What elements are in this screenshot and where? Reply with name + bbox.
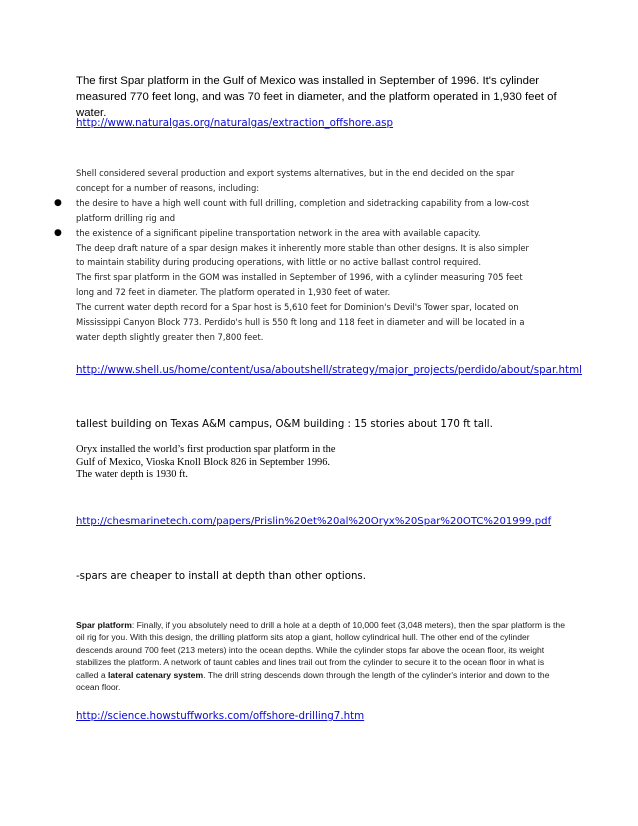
bullet-text: the existence of a significant pipeline transportation network in the area with available capacity. (76, 227, 481, 238)
chesmarine-link-row (76, 515, 566, 529)
intro-paragraph: The first Spar platform in the Gulf of Mexico was installed in September of 1996. It's cylinder measured 770 feet long, and was 70 feet in diameter, and the platform operated in 1,930 feet of water. (76, 75, 557, 119)
naturalgas-link[interactable]: http://www.naturalgas.org/naturalgas/extraction_offshore.asp (76, 117, 394, 129)
howstuffworks-link-row (76, 709, 566, 723)
oryx-paragraph (76, 444, 376, 482)
oryx-line: Oryx installed the world’s first production spar platform in the (76, 444, 336, 455)
spar-platform-term: Spar platform (76, 620, 132, 630)
shell-intro-line: concept for a number of reasons, including: (76, 182, 260, 193)
spar-platform-paragraph (76, 619, 568, 693)
bullet-text-continued: platform drilling rig and (76, 212, 176, 223)
bullet-text: the desire to have a high well count with full drilling, completion and sidetracking capability from a low-cost (76, 197, 530, 208)
shell-body-line: Mississippi Canyon Block 773. Perdido's hull is 550 ft long and 118 feet in diameter and will be located in a (76, 317, 525, 328)
shell-body-line: to maintain stability during producing operations, with little or no active ballast control required. (76, 257, 482, 268)
oryx-line: Gulf of Mexico, Vioska Knoll Block 826 in September 1996. (76, 456, 331, 468)
spars-note: -spars are cheaper to install at depth than other options. (76, 571, 366, 582)
shell-body-line: The deep draft nature of a spar design makes it inherently more stable than other designs. It is also simpler (76, 242, 530, 253)
bullet-icon: ● (54, 197, 62, 208)
shell-body-line: water depth slightly greater then 7,800 feet. (76, 331, 264, 342)
shell-body-line: long and 72 feet in diameter. The platform operated in 1,930 feet of water. (76, 287, 391, 298)
howstuffworks-link[interactable]: http://science.howstuffworks.com/offshore-drilling7.htm (76, 710, 365, 722)
chesmarine-link[interactable]: http://chesmarinetech.com/papers/Prislin%20et%20al%20Oryx%20Spar%20OTC%201999.pdf (76, 516, 552, 527)
spar-platform-text-end: . The drill string descends down through the length of the cylinder's interior and down to the ocean floor. (76, 669, 550, 693)
shell-link[interactable]: http://www.shell.us/home/content/usa/aboutshell/strategy/major_projects/perdido/about/spar.html (76, 364, 582, 376)
bullet-icon: ● (54, 227, 62, 238)
shell-body-line: The first spar platform in the GOM was installed in September of 1996, with a cylinder measuring 705 feet (76, 272, 523, 283)
shell-section (54, 166, 568, 345)
shell-intro-line: Shell considered several production and export systems alternatives, but in the end decided on the spar (76, 168, 515, 178)
spar-platform-text: : Finally, if you absolutely need to drill a hole at a depth of 10,000 feet (3,048 meters), then the spar platform is the oil rig for you. With this design, the drilling platform sits atop a giant, hollow cylindrical hull. The other end of the cylinder descends around 700 feet (213 meters) into the ocean depths. While the cylinder stops far above the ocean floor, its weight stabilizes the platform. A network of taunt cables and lines trail out from the cylinder to secure it to the ocean floor in what is called a (76, 620, 565, 680)
naturalgas-link-row (76, 116, 566, 130)
lateral-catenary-term: lateral catenary system (108, 669, 204, 680)
shell-body-line: The current water depth record for a Spar host is 5,610 feet for Dominion's Devil's Tower spar, located on (76, 302, 519, 313)
bullet-item (54, 196, 568, 211)
oryx-line: The water depth is 1930 ft. (76, 469, 188, 480)
tallest-building-note: tallest building on Texas A&M campus, O&M building : 15 stories about 170 ft tall. (76, 419, 493, 430)
bullet-item (54, 226, 568, 241)
shell-link-row (76, 363, 582, 377)
